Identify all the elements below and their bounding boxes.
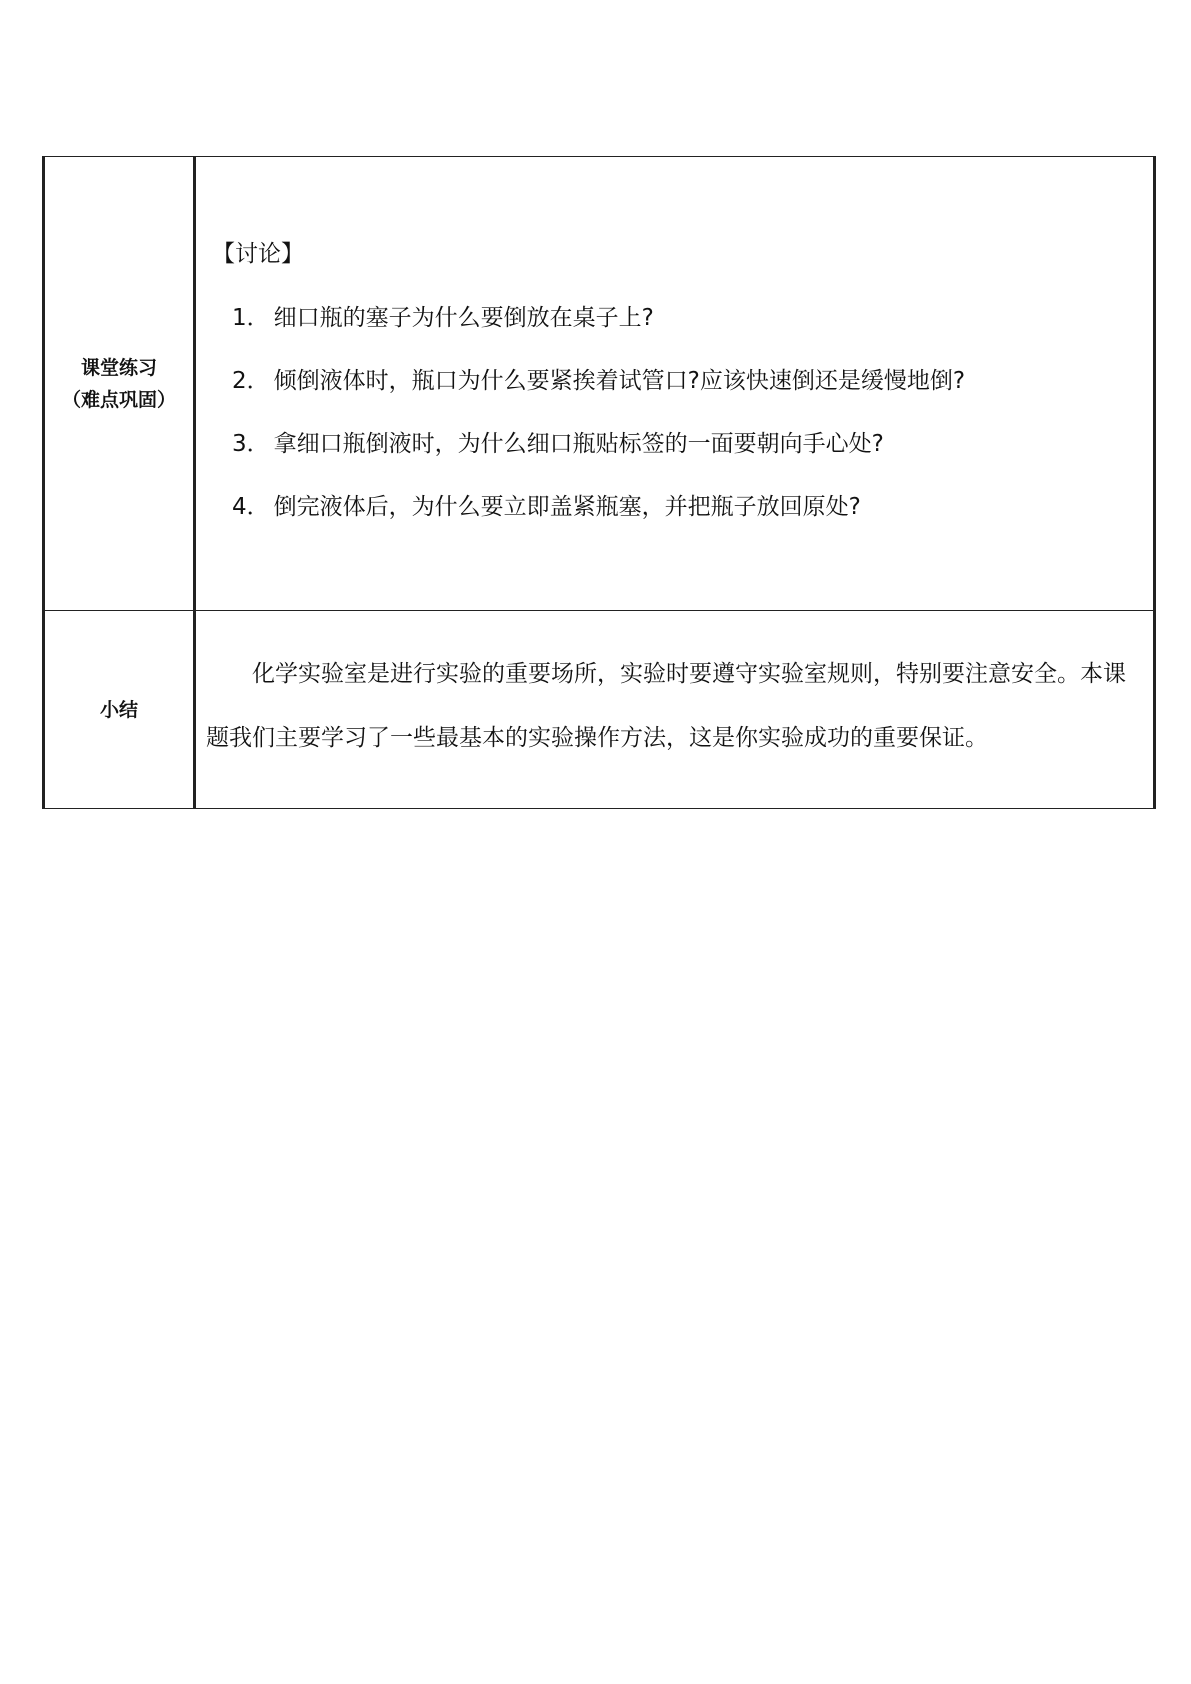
discussion-heading: 【讨论】 (212, 241, 304, 267)
question-number: 4． (232, 494, 270, 520)
difficulty-consolidation-label: （难点巩固） (61, 388, 176, 411)
question-number: 1． (232, 305, 270, 331)
summary-row (44, 611, 1155, 809)
discussion-question (212, 361, 1153, 401)
discussion-question (212, 424, 1153, 464)
summary-label: 小结 (99, 698, 138, 721)
discussion-question (212, 298, 1153, 338)
classroom-practice-row (44, 157, 1155, 611)
question-number: 3． (232, 431, 270, 457)
question-text: 倒完液体后，为什么要立即盖紧瓶塞，并把瓶子放回原处? (273, 494, 861, 520)
question-text: 拿细口瓶倒液时，为什么细口瓶贴标签的一面要朝向手心处? (273, 431, 884, 457)
summary-paragraph: 化学实验室是进行实验的重要场所，实验时要遵守实验室规则，特别要注意安全。本课题我们主要学习了一些最基本的实验操作方法，这是你实验成功的重要保证。 (206, 660, 1126, 751)
classroom-practice-content-cell (195, 157, 1155, 611)
question-number: 2． (232, 368, 270, 394)
question-text: 细口瓶的塞子为什么要倒放在桌子上? (273, 305, 654, 331)
classroom-practice-label: 课堂练习 (80, 356, 157, 379)
discussion-section (196, 164, 1153, 603)
summary-label-cell (44, 611, 195, 809)
summary-content-cell (195, 611, 1155, 809)
question-text: 倾倒液体时，瓶口为什么要紧挨着试管口?应该快速倒还是缓慢地倒? (273, 368, 966, 394)
discussion-question (212, 487, 1153, 527)
lesson-plan-table (42, 156, 1156, 809)
classroom-practice-label-cell (44, 157, 195, 611)
